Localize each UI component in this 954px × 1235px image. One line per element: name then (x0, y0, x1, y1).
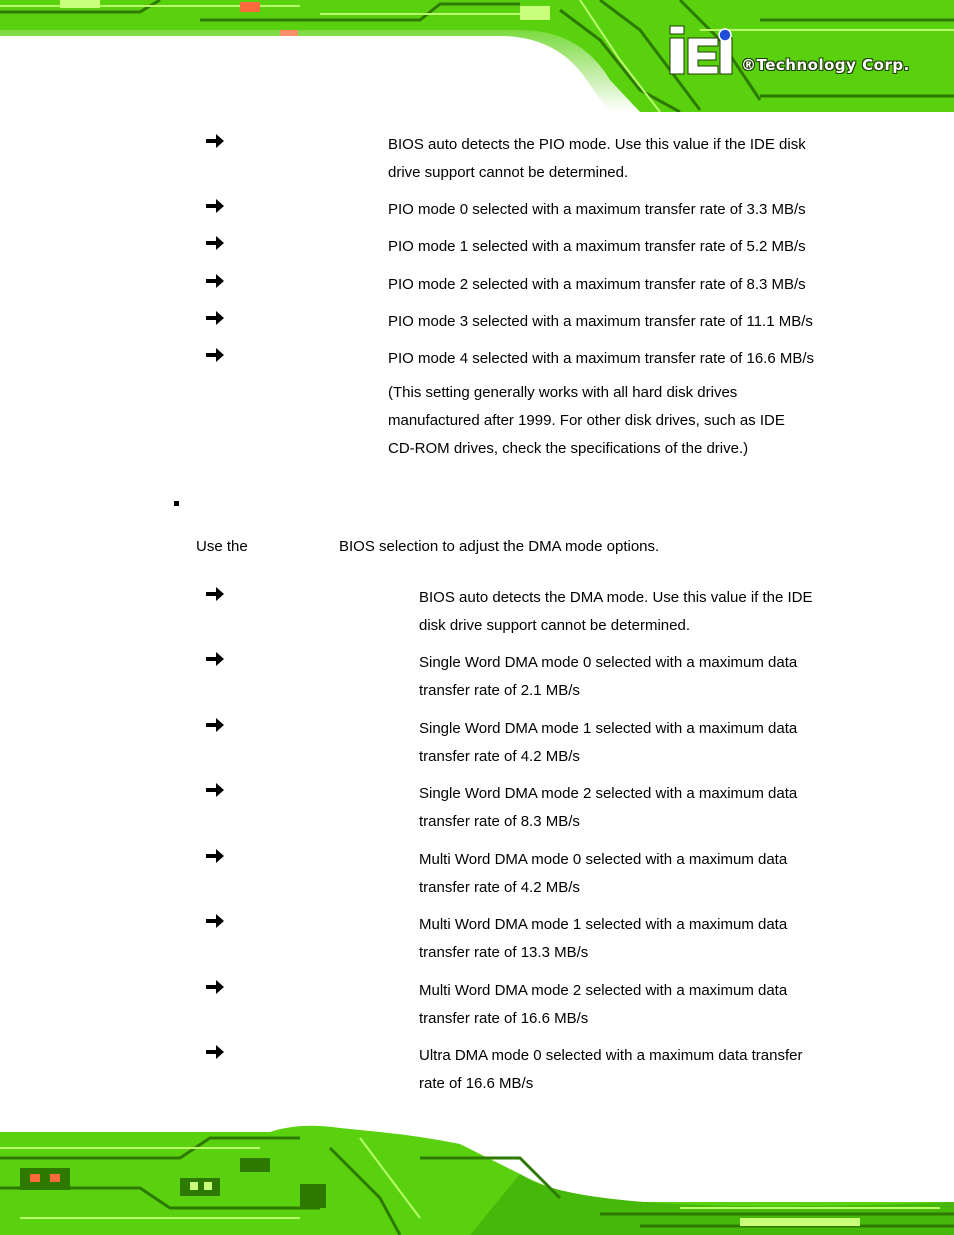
mwdma-2-description: Multi Word DMA mode 2 selected with a maximum data transfer rate of 16.6 MB/s (419, 982, 788, 1027)
pio-mode-1-description: PIO mode 1 selected with a maximum transfer rate of 5.2 MB/s (388, 238, 806, 255)
arrow-right-icon (204, 977, 226, 997)
arrow-right-icon (204, 196, 226, 216)
pio-mode-4-description: PIO mode 4 selected with a maximum transfer rate of 16.6 MB/s (388, 350, 815, 367)
dma-auto-description: BIOS auto detects the DMA mode. Use this value if the IDE disk drive support cannot be determined. (419, 589, 813, 634)
arrow-right-icon (204, 911, 226, 931)
mwdma-0-description: Multi Word DMA mode 0 selected with a maximum data transfer rate of 4.2 MB/s (419, 851, 788, 896)
swdma-0-description: Single Word DMA mode 0 selected with a maximum data transfer rate of 2.1 MB/s (419, 654, 798, 699)
company-logo-text: ®Technology Corp. (741, 56, 910, 74)
arrow-right-icon (204, 584, 226, 604)
section-bullet (174, 501, 179, 506)
pio-mode-3-description: PIO mode 3 selected with a maximum transfer rate of 11.1 MB/s (388, 313, 813, 330)
arrow-right-icon (204, 780, 226, 800)
udma-0-description: Ultra DMA mode 0 selected with a maximum data transfer rate of 16.6 MB/s (419, 1047, 803, 1092)
arrow-right-icon (204, 271, 226, 291)
arrow-right-icon (204, 345, 226, 365)
pio-mode-2-description: PIO mode 2 selected with a maximum transfer rate of 8.3 MB/s (388, 276, 806, 293)
footer-banner (0, 1118, 954, 1235)
arrow-right-icon (204, 715, 226, 735)
pio-mode-0-description: PIO mode 0 selected with a maximum transfer rate of 3.3 MB/s (388, 201, 806, 218)
arrow-right-icon (204, 131, 226, 151)
arrow-right-icon (204, 233, 226, 253)
pio-mode-4-note: (This setting generally works with all hard disk drives manufactured after 1999. For other disk drives, such as IDE CD-ROM drives, check the specifications of the drive.) (388, 384, 785, 457)
arrow-right-icon (204, 846, 226, 866)
pio-auto-description: BIOS auto detects the PIO mode. Use this value if the IDE disk drive support cannot be determined. (388, 136, 806, 181)
arrow-right-icon (204, 649, 226, 669)
swdma-1-description: Single Word DMA mode 1 selected with a maximum data transfer rate of 4.2 MB/s (419, 720, 798, 765)
circuit-board-footer-graphic (0, 1118, 954, 1235)
arrow-right-icon (204, 1042, 226, 1062)
header-banner (0, 0, 954, 112)
arrow-right-icon (204, 308, 226, 328)
dma-intro-prefix: Use the (196, 538, 248, 555)
swdma-2-description: Single Word DMA mode 2 selected with a maximum data transfer rate of 8.3 MB/s (419, 785, 798, 830)
mwdma-1-description: Multi Word DMA mode 1 selected with a maximum data transfer rate of 13.3 MB/s (419, 916, 788, 961)
dma-intro-suffix: BIOS selection to adjust the DMA mode options. (339, 538, 660, 555)
